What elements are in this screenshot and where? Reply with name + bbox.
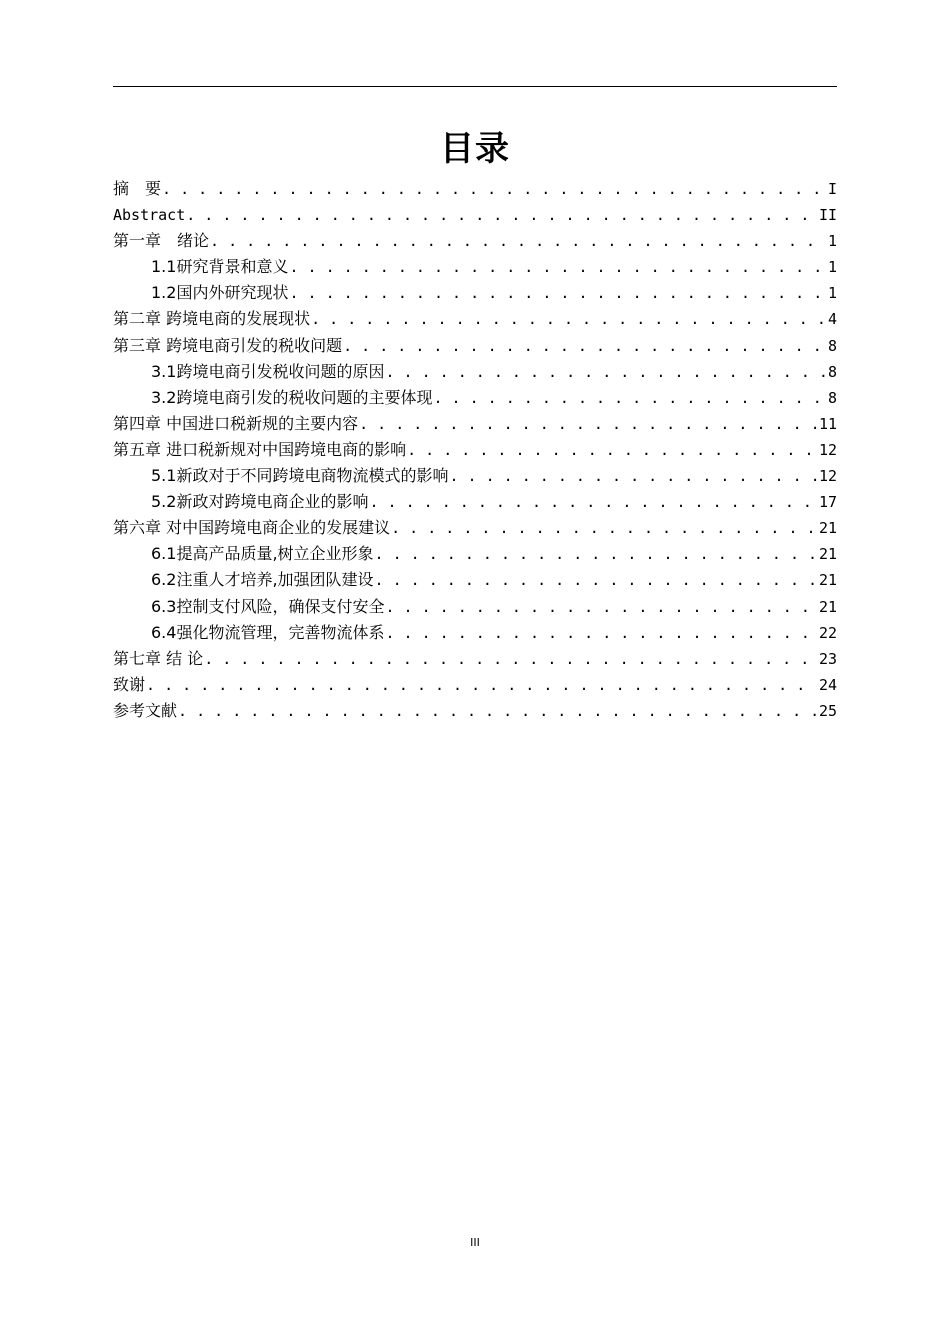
toc-entry-label: 3.2跨境电商引发的税收问题的主要体现 xyxy=(151,387,433,407)
table-of-contents xyxy=(113,176,837,724)
toc-entry-page: 12 xyxy=(818,440,837,459)
toc-entry-chapter-5[interactable] xyxy=(113,437,837,463)
toc-dot-leader xyxy=(369,489,816,515)
toc-dot-leader xyxy=(385,594,816,620)
toc-entry-chapter-1[interactable] xyxy=(113,228,837,254)
toc-entry-chapter-4[interactable] xyxy=(113,411,837,437)
toc-entry-acknowledgements[interactable] xyxy=(113,672,837,698)
page-number: III xyxy=(470,1236,480,1249)
toc-entry-section-3-1[interactable] xyxy=(113,359,837,385)
toc-dot-leader xyxy=(289,280,826,306)
toc-entry-references[interactable] xyxy=(113,698,837,724)
toc-dot-leader xyxy=(385,359,826,385)
toc-entry-abstract-cn[interactable] xyxy=(113,176,837,202)
toc-dot-leader xyxy=(375,541,817,567)
toc-dot-leader xyxy=(289,254,826,280)
toc-dot-leader xyxy=(391,515,817,541)
toc-entry-page: 12 xyxy=(818,467,837,486)
toc-entry-label: 6.4强化物流管理，完善物流体系 xyxy=(151,622,385,642)
toc-dot-leader xyxy=(178,698,817,724)
toc-entry-page: 25 xyxy=(818,701,837,720)
toc-entry-section-3-2[interactable] xyxy=(113,385,837,411)
toc-entry-label: 摘 要 xyxy=(113,179,162,198)
toc-entry-section-5-2[interactable] xyxy=(113,489,837,515)
toc-entry-page: 21 xyxy=(818,519,837,538)
toc-dot-leader xyxy=(375,567,817,593)
toc-dot-leader xyxy=(146,672,817,698)
toc-entry-section-5-1[interactable] xyxy=(113,463,837,489)
toc-dot-leader xyxy=(407,437,817,463)
toc-entry-page: II xyxy=(818,206,837,225)
toc-entry-chapter-7[interactable] xyxy=(113,646,837,672)
toc-entry-page: I xyxy=(827,180,837,198)
toc-entry-section-6-4[interactable] xyxy=(113,620,837,646)
toc-entry-page: 8 xyxy=(827,362,837,381)
toc-entry-page: 8 xyxy=(827,336,837,355)
toc-entry-page: 1 xyxy=(827,232,837,251)
toc-entry-abstract-en[interactable] xyxy=(113,202,837,228)
toc-entry-page: 8 xyxy=(827,388,837,407)
toc-entry-label: 6.1提高产品质量,树立企业形象 xyxy=(151,544,374,564)
toc-entry-label: 6.3控制支付风险，确保支付安全 xyxy=(151,596,385,616)
header-rule xyxy=(113,86,837,87)
toc-entry-chapter-2[interactable] xyxy=(113,306,837,332)
toc-entry-label: 第七章 结 论 xyxy=(113,648,204,668)
toc-dot-leader xyxy=(359,411,817,437)
toc-entry-label: 5.1新政对于不同跨境电商物流模式的影响 xyxy=(151,466,449,486)
toc-entry-page: 21 xyxy=(818,571,837,590)
toc-entry-label: 6.2注重人才培养,加强团队建设 xyxy=(151,570,374,590)
toc-dot-leader xyxy=(186,202,817,228)
toc-entry-label: 5.2新政对跨境电商企业的影响 xyxy=(151,492,369,512)
toc-entry-section-6-3[interactable] xyxy=(113,594,837,620)
toc-dot-leader xyxy=(311,306,826,332)
toc-entry-page: 17 xyxy=(818,493,837,512)
toc-entry-page: 1 xyxy=(827,258,837,277)
toc-entry-page: 23 xyxy=(818,649,837,668)
toc-dot-leader xyxy=(210,228,826,254)
toc-entry-chapter-3[interactable] xyxy=(113,333,837,359)
toc-dot-leader xyxy=(449,463,816,489)
toc-entry-page: 11 xyxy=(818,414,837,433)
toc-entry-page: 4 xyxy=(827,310,837,329)
toc-entry-label: 第四章 中国进口税新规的主要内容 xyxy=(113,413,359,433)
toc-entry-label: 1.1研究背景和意义 xyxy=(151,257,289,277)
toc-dot-leader xyxy=(162,176,826,202)
toc-entry-label: 第一章 绪论 xyxy=(113,231,210,251)
toc-entry-label: 第三章 跨境电商引发的税收问题 xyxy=(113,335,343,355)
toc-entry-section-1-2[interactable] xyxy=(113,280,837,306)
toc-entry-page: 22 xyxy=(818,623,837,642)
toc-dot-leader xyxy=(385,620,816,646)
toc-entry-label: 第二章 跨境电商的发展现状 xyxy=(113,309,311,329)
toc-entry-page: 1 xyxy=(827,284,837,303)
toc-entry-section-1-1[interactable] xyxy=(113,254,837,280)
toc-dot-leader xyxy=(343,333,826,359)
toc-entry-section-6-1[interactable] xyxy=(113,541,837,567)
toc-entry-page: 24 xyxy=(818,675,837,694)
toc-entry-label: 3.1跨境电商引发税收问题的原因 xyxy=(151,361,385,381)
toc-entry-label: 1.2国内外研究现状 xyxy=(151,283,289,303)
toc-entry-page: 21 xyxy=(818,545,837,564)
toc-entry-label: 致谢 xyxy=(113,674,146,694)
toc-entry-label: Abstract xyxy=(113,206,186,225)
toc-dot-leader xyxy=(433,385,826,411)
toc-entry-page: 21 xyxy=(818,597,837,616)
toc-dot-leader xyxy=(204,646,817,672)
toc-entry-chapter-6[interactable] xyxy=(113,515,837,541)
toc-entry-label: 第六章 对中国跨境电商企业的发展建议 xyxy=(113,518,391,538)
toc-entry-label: 参考文献 xyxy=(113,700,178,720)
toc-entry-label: 第五章 进口税新规对中国跨境电商的影响 xyxy=(113,439,407,459)
toc-entry-section-6-2[interactable] xyxy=(113,567,837,593)
page-title: 目录 xyxy=(440,129,510,169)
